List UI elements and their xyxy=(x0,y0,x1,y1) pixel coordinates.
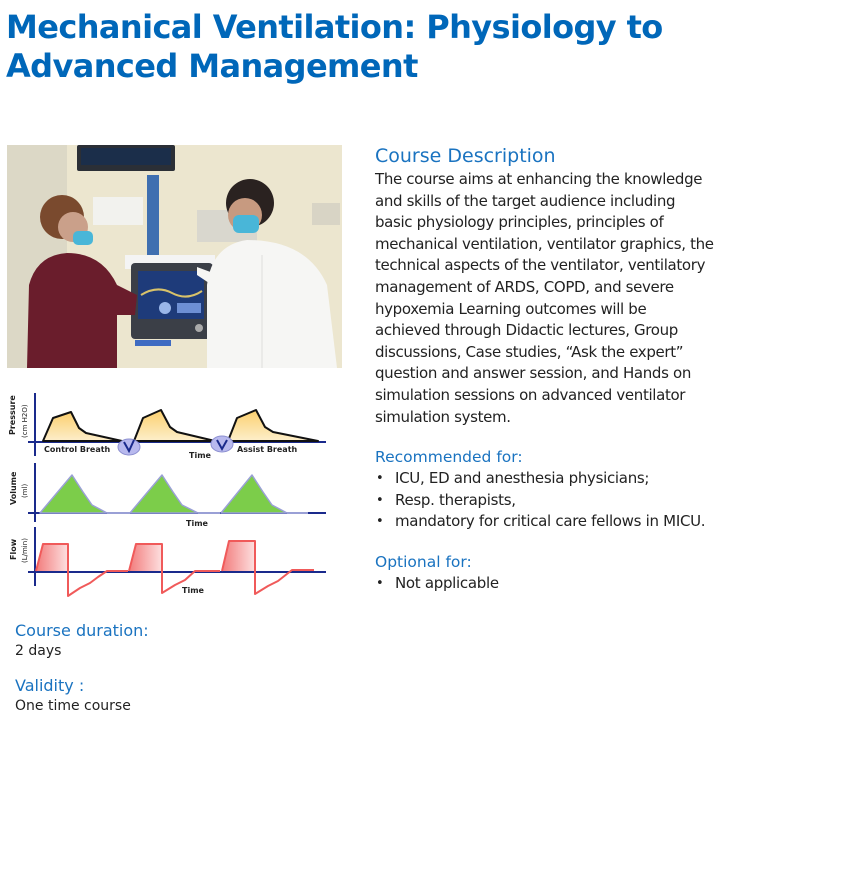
svg-text:(ml): (ml) xyxy=(21,483,29,498)
course-description-text: The course aims at enhancing the knowledge and skills of the target audience including basic physiology principles, principles of mechanical ventilation, ventilator graphics, the technical aspects of the ventilator, ventilatory management of ARDS, COPD, and severe hypoxemia Learning outcomes will be achieved through Didactic lectures, Group discussions, Case studies, “Ask the expert” question and answer session, and Hands on simulation sessions on advanced ventilator simulation system. xyxy=(375,170,714,426)
svg-text:Time: Time xyxy=(189,451,211,460)
bullet-icon: • xyxy=(376,514,384,530)
page-title: Mechanical Ventilation: Physiology to Advanced Management xyxy=(6,8,663,85)
list-item: • ICU, ED and anesthesia physicians; xyxy=(375,468,715,490)
svg-text:(cm H2O): (cm H2O) xyxy=(21,404,29,438)
validity-heading: Validity : xyxy=(15,676,85,695)
duration-value: 2 days xyxy=(15,643,62,659)
list-item: • Not applicable xyxy=(375,573,715,595)
clinicians-ventilator-image xyxy=(7,145,342,368)
volume-panel xyxy=(9,463,326,528)
assist-breath-label: Assist Breath xyxy=(237,445,298,454)
control-breath-label: Control Breath xyxy=(44,445,111,454)
svg-text:(L/min): (L/min) xyxy=(21,538,29,563)
flow-panel xyxy=(9,527,326,596)
course-description-heading: Course Description xyxy=(375,145,556,167)
duration-heading: Course duration: xyxy=(15,621,149,640)
course-meta xyxy=(15,620,315,716)
list-item: • mandatory for critical care fellows in MICU. xyxy=(375,511,715,533)
svg-text:Volume: Volume xyxy=(9,471,18,505)
validity-value: One time course xyxy=(15,698,131,714)
svg-text:Time: Time xyxy=(186,519,208,528)
optional-list xyxy=(375,573,715,595)
pressure-panel xyxy=(8,393,326,460)
bullet-icon: • xyxy=(376,492,384,508)
bullet-icon: • xyxy=(376,575,384,591)
course-photo xyxy=(7,145,342,368)
svg-text:Pressure: Pressure xyxy=(8,395,17,435)
list-item: • Resp. therapists, xyxy=(375,490,715,512)
optional-heading: Optional for: xyxy=(375,552,472,571)
ventilator-waveform-diagram xyxy=(0,388,340,603)
recommended-heading: Recommended for: xyxy=(375,448,523,467)
recommended-list xyxy=(375,468,715,533)
bullet-icon: • xyxy=(376,471,384,487)
svg-text:Flow: Flow xyxy=(9,538,18,560)
svg-text:Time: Time xyxy=(182,586,204,595)
course-info-column xyxy=(375,144,715,595)
